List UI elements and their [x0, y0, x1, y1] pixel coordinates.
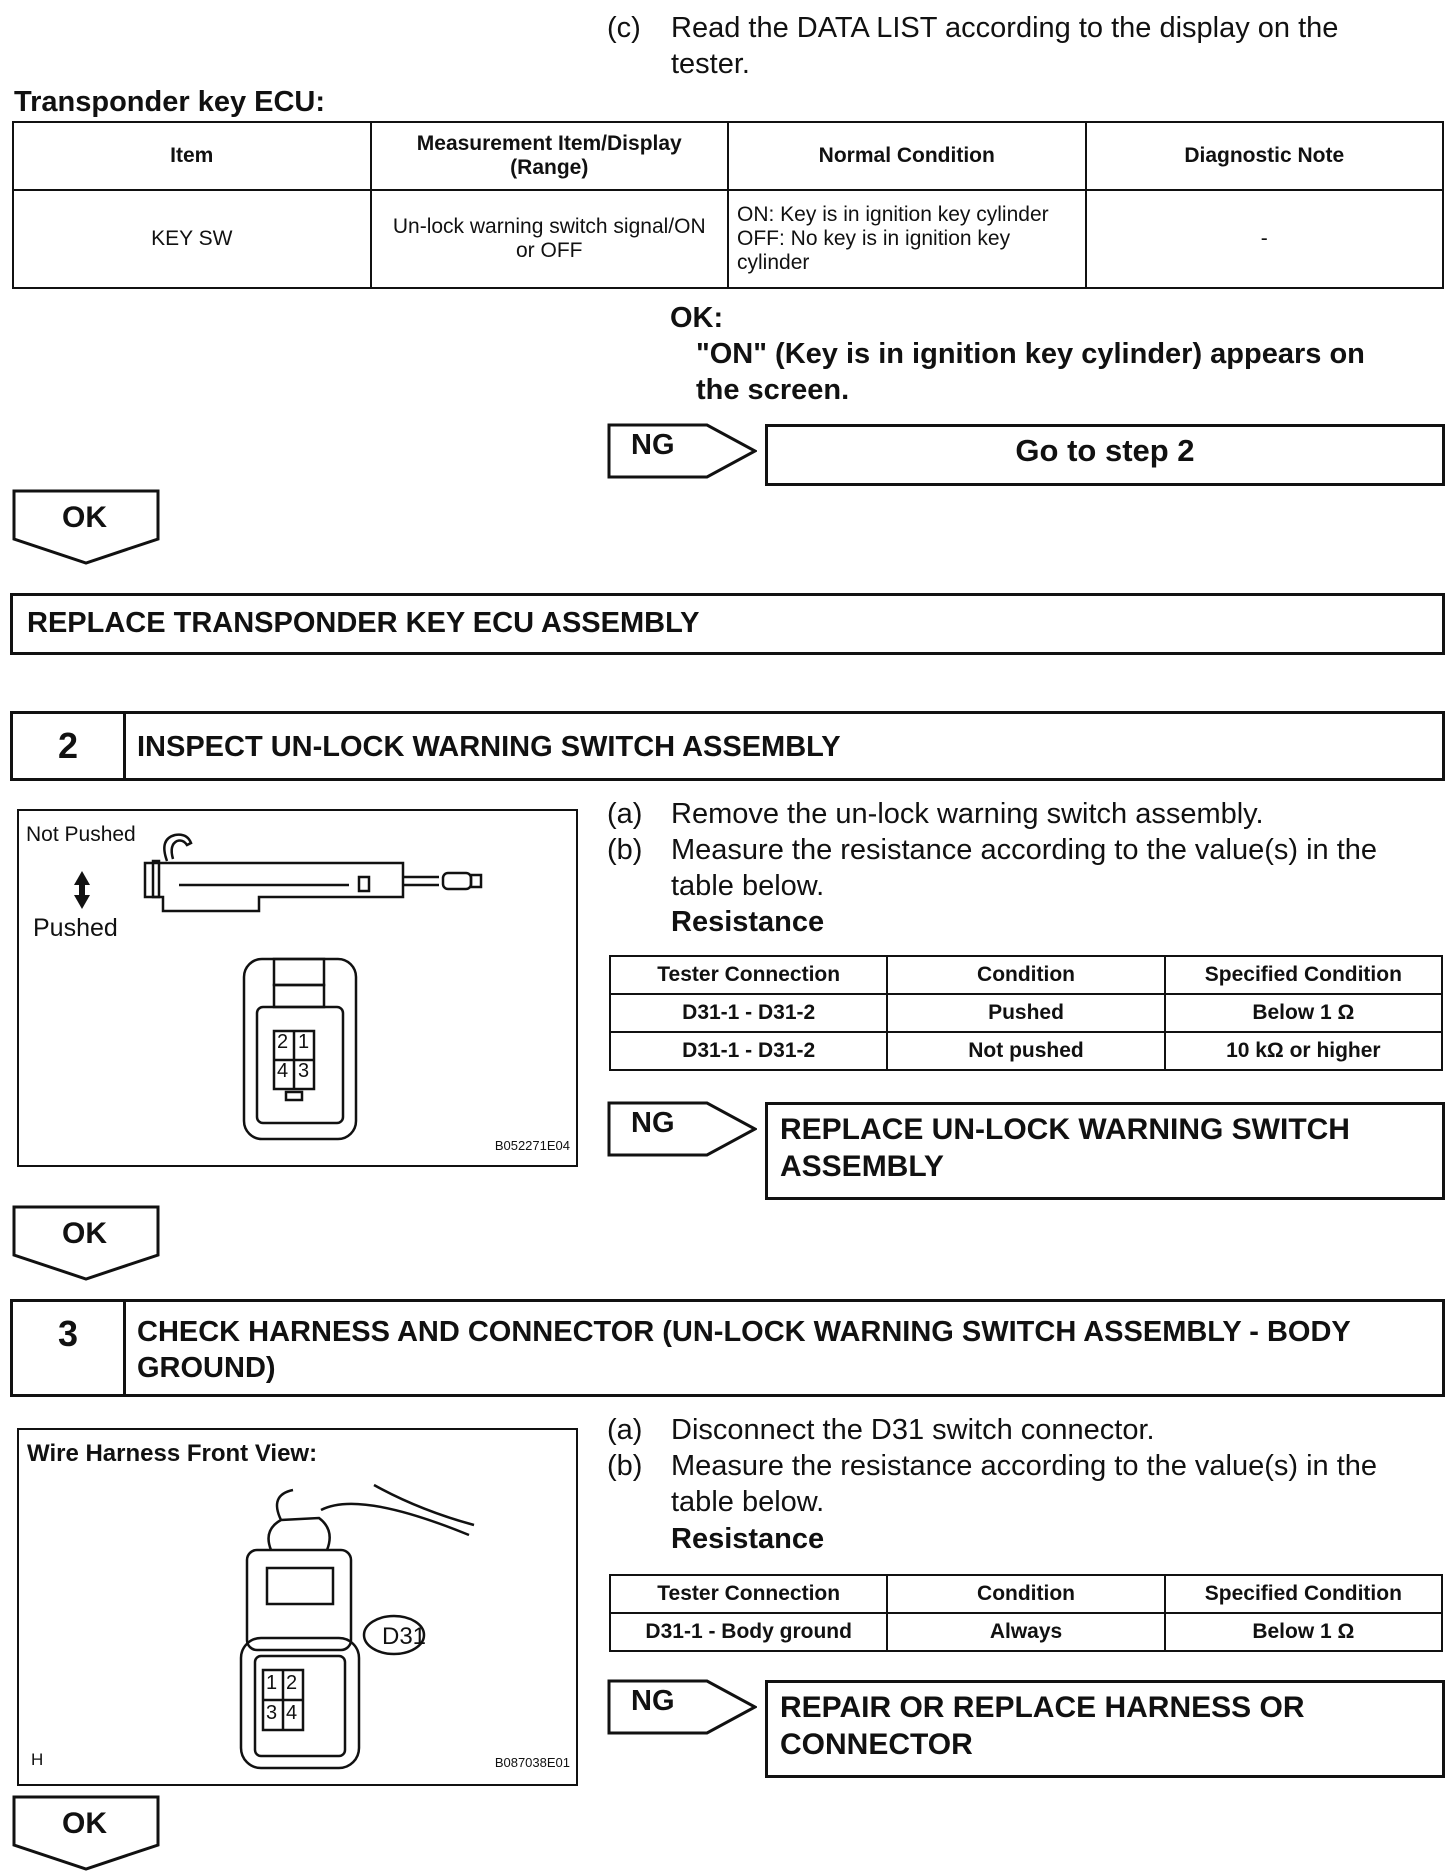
table-row [610, 994, 1442, 1032]
step-2-title: INSPECT UN-LOCK WARNING SWITCH ASSEMBLY [137, 731, 841, 763]
step-c [607, 10, 1407, 86]
double-arrow-icon [74, 871, 90, 909]
step-c-line1: Read the DATA LIST according to the display on the [671, 12, 1339, 44]
ng-action-line2: ASSEMBLY [780, 1150, 944, 1183]
figure-code: B087038E01 [494, 1755, 570, 1770]
header-specified-condition: Specified Condition [1165, 1575, 1442, 1613]
ok-condition-label: OK: [670, 302, 724, 334]
cell-tester-connection: D31-1 - D31-2 [610, 1032, 887, 1070]
pin-label: 3 [298, 1060, 310, 1082]
ok-tag-label: OK [62, 501, 107, 534]
ng-arrow-shape [607, 1101, 757, 1157]
ok-tag-3 [12, 1795, 162, 1871]
step-2-b-line2: table below. [671, 870, 825, 902]
ng-action-go-to-step-2[interactable] [765, 424, 1445, 486]
ok-condition-line2: the screen. [696, 374, 850, 406]
step-2-b-label: (b) [607, 834, 643, 866]
step-2-resistance-table [609, 955, 1443, 1071]
figure-corner-label: H [31, 1750, 44, 1769]
cell-item: KEY SW [13, 190, 371, 288]
step-3-number: 3 [13, 1302, 126, 1394]
ok-tag-2 [12, 1205, 162, 1281]
header-normal-condition: Normal Condition [728, 122, 1086, 190]
step-3-b-line2: table below. [671, 1486, 825, 1518]
pin-label: 1 [298, 1031, 310, 1053]
step-3-a [607, 1412, 1447, 1448]
cell-specified-condition: Below 1 Ω [1165, 1613, 1442, 1651]
pin-label: 4 [286, 1702, 298, 1724]
cell-condition: Always [887, 1613, 1164, 1651]
step-3-header [10, 1299, 1445, 1397]
step-3-title: CHECK HARNESS AND CONNECTOR (UN-LOCK WARNING SWITCH ASSEMBLY - BODY GROUND) [137, 1316, 1351, 1384]
figure-label-not-pushed: Not Pushed [26, 823, 136, 846]
header-tester-connection: Tester Connection [610, 1575, 887, 1613]
ng-action-line1: REPAIR OR REPLACE HARNESS OR [780, 1691, 1305, 1724]
switch-drawing [19, 811, 575, 1163]
step-2-a [607, 796, 1447, 832]
ng-tag-3 [607, 1679, 757, 1735]
step-2-header [10, 711, 1445, 781]
header-diagnostic-note: Diagnostic Note [1086, 122, 1444, 190]
switch-figure [17, 809, 578, 1167]
ng-arrow-shape [607, 423, 757, 479]
replace-ecu-text: REPLACE TRANSPONDER KEY ECU ASSEMBLY [27, 607, 700, 639]
ng-tag-1 [607, 423, 757, 479]
cell-condition: Not pushed [887, 1032, 1164, 1070]
step-3-a-text: Disconnect the D31 switch connector. [671, 1414, 1155, 1446]
step-c-line2: tester. [671, 48, 750, 80]
ng-tag-2 [607, 1101, 757, 1157]
ng-tag-label: NG [631, 429, 675, 461]
ng-tag-label: NG [631, 1107, 675, 1139]
step-2-resistance-heading: Resistance [671, 906, 825, 938]
harness-drawing [19, 1430, 575, 1782]
ng-action-replace-switch[interactable] [765, 1102, 1445, 1200]
pin-label: 4 [277, 1060, 289, 1082]
ok-condition [670, 300, 1365, 408]
cell-specified-condition: Below 1 Ω [1165, 994, 1442, 1032]
table-row [610, 1613, 1442, 1651]
figure-label-pushed: Pushed [33, 914, 118, 942]
ok-condition-line1: "ON" (Key is in ignition key cylinder) appears on [696, 338, 1365, 370]
step-3-b-line1: Measure the resistance according to the value(s) in the [671, 1450, 1378, 1482]
wire-lines [269, 1485, 474, 1550]
ok-tag-label: OK [62, 1217, 107, 1250]
figure-code: B052271E04 [494, 1138, 570, 1153]
ng-action-label: Go to step 2 [1015, 433, 1195, 468]
harness-connector [241, 1550, 427, 1768]
header-specified-condition: Specified Condition [1165, 956, 1442, 994]
pin-label: 2 [286, 1672, 298, 1694]
switch-body [145, 835, 481, 911]
step-3-a-label: (a) [607, 1414, 643, 1446]
pin-label: 1 [266, 1672, 278, 1694]
header-tester-connection: Tester Connection [610, 956, 887, 994]
step-3-resistance-table [609, 1574, 1443, 1652]
figure-heading: Wire Harness Front View: [27, 1440, 318, 1467]
step-3-b-label: (b) [607, 1450, 643, 1482]
ng-arrow-shape [607, 1679, 757, 1735]
cell-tester-connection: D31-1 - Body ground [610, 1613, 887, 1651]
ng-action-line2: CONNECTOR [780, 1728, 973, 1761]
cell-condition: Pushed [887, 994, 1164, 1032]
ng-tag-label: NG [631, 1685, 675, 1717]
replace-ecu-box [10, 593, 1445, 655]
step-3-b [607, 1448, 1447, 1520]
step-c-label: (c) [607, 12, 641, 44]
step-3-resistance-heading: Resistance [671, 1523, 825, 1555]
step-2-a-label: (a) [607, 798, 643, 830]
step-2-b [607, 832, 1447, 904]
step-2-number: 2 [13, 714, 126, 778]
pin-label: 2 [277, 1031, 289, 1053]
ng-action-repair-harness[interactable] [765, 1680, 1445, 1778]
header-condition: Condition [887, 1575, 1164, 1613]
step-2-b-line1: Measure the resistance according to the value(s) in the [671, 834, 1378, 866]
table-row [610, 1032, 1442, 1070]
ng-action-line1: REPLACE UN-LOCK WARNING SWITCH [780, 1113, 1350, 1146]
cell-tester-connection: D31-1 - D31-2 [610, 994, 887, 1032]
data-list-table [12, 121, 1444, 289]
cell-measurement: Un-lock warning switch signal/ON or OFF [371, 190, 729, 288]
connector-d31-label: D31 [382, 1623, 427, 1650]
step-2-a-text: Remove the un-lock warning switch assembly. [671, 798, 1264, 830]
cell-normal-condition: ON: Key is in ignition key cylinder OFF: No key is in ignition key cylinder [728, 190, 1086, 288]
header-item: Item [13, 122, 371, 190]
cell-specified-condition: 10 kΩ or higher [1165, 1032, 1442, 1070]
harness-figure [17, 1428, 578, 1786]
ok-tag-label: OK [62, 1807, 107, 1840]
pin-label: 3 [266, 1702, 278, 1724]
header-condition: Condition [887, 956, 1164, 994]
cell-diagnostic-note: - [1086, 190, 1444, 288]
ok-tag-1 [12, 489, 162, 565]
header-measurement: Measurement Item/Display (Range) [371, 122, 729, 190]
ecu-heading: Transponder key ECU: [14, 86, 326, 118]
